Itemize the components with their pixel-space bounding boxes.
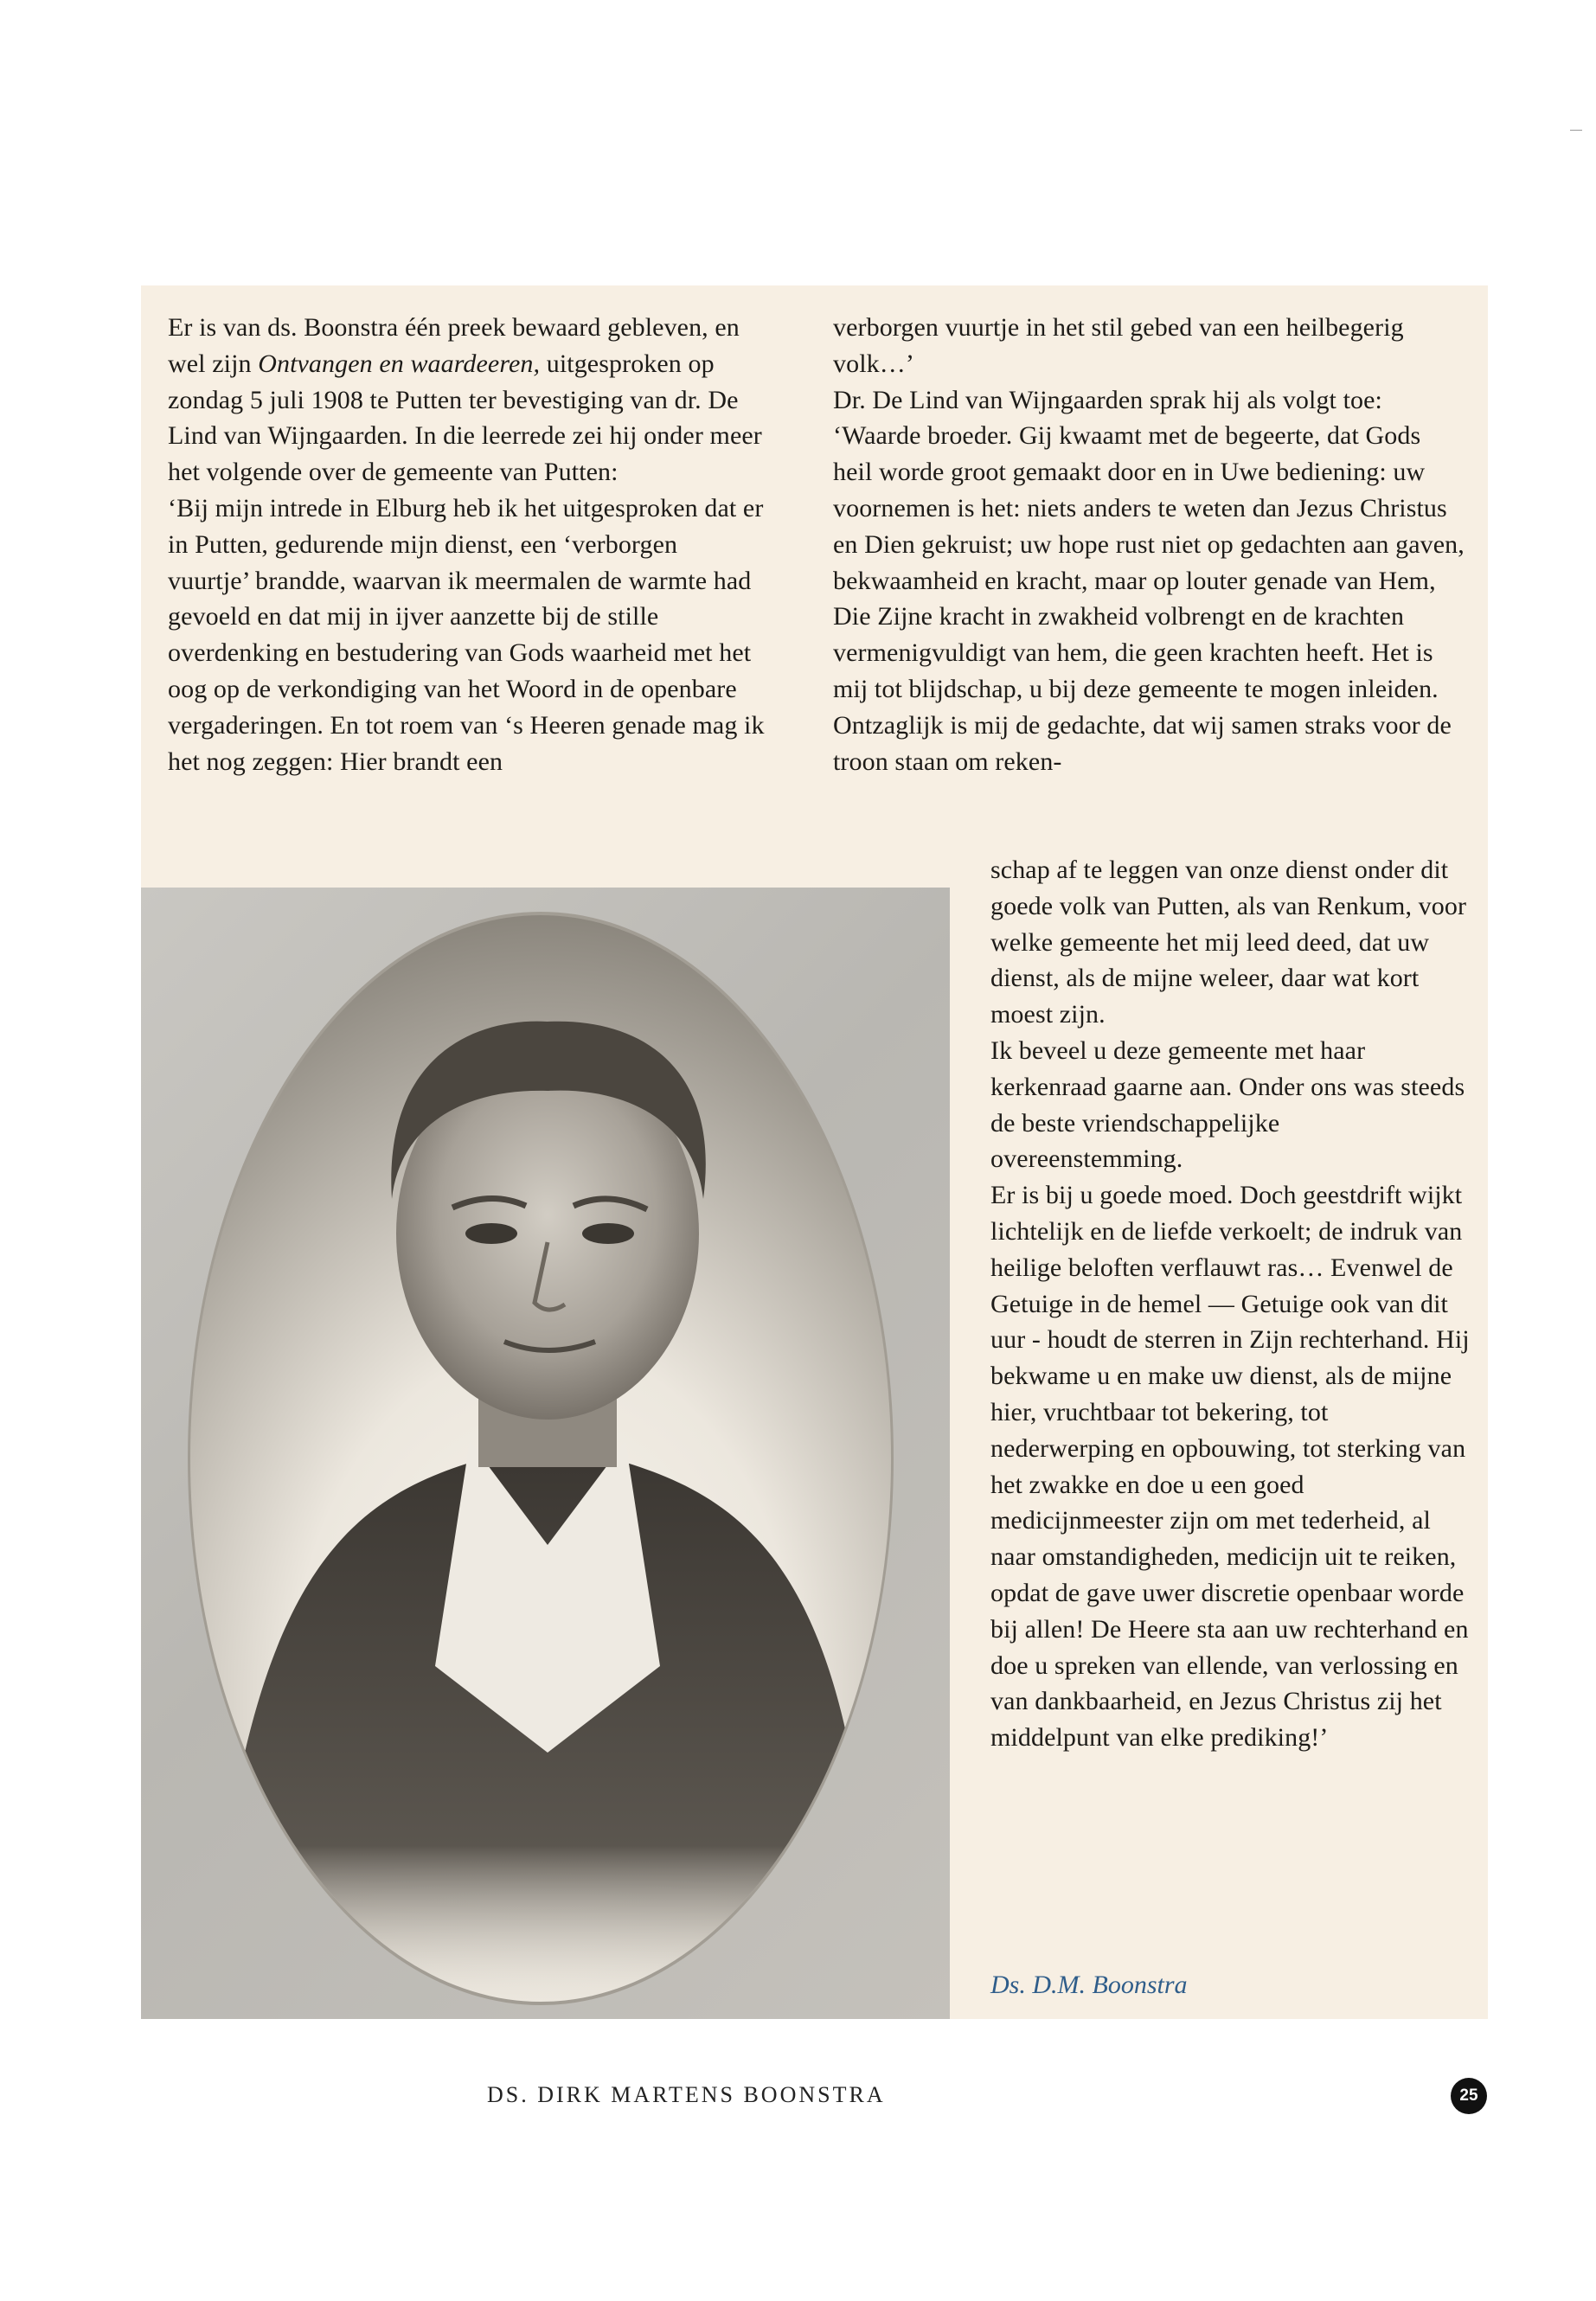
paragraph: Ik beveel u deze gemeente met haar kerkenraad gaarne aan. Onder ons was steeds de beste vriendschappelijke overeenstemming. <box>990 1035 1465 1174</box>
paragraph: Er is bij u goede moed. Doch geestdrift wijkt lichtelijk en de liefde verkoelt; de indruk van heilige beloften verflauwt ras… Evenwel de Getuige in de hemel — Getuige ook van dit uur - houdt de sterren in Zijn rechterhand. Hij bekwame u en make uw dienst, als de mijne hier, vruchtbaar tot bekering, tot nederwerping en opbouwing, tot sterking van het zwakke en doe u een goed medicijnmeester zijn om met tederheid, al naar omstandigheden, medicijn uit te reiken, opdat de gave uwer discretie openbaar worde bij allen! De Heere sta aan uw rechterhand en doe u spreken van ellende, van verlossing en van dankbaarheid, en Jezus Christus zij het middelpunt van elke prediking!’ <box>990 1181 1470 1753</box>
right-column-top <box>833 310 1465 779</box>
paragraph: schap af te leggen van onze dienst onder dit goede volk van Putten, als van Renkum, voor welke gemeente het mij leed deed, dat uw dienst, als de mijne weleer, daar wat kort moest zijn. <box>990 856 1467 1029</box>
portrait-photo <box>141 888 950 2019</box>
left-column <box>168 310 765 779</box>
sermon-title: Ontvangen en waardeeren, <box>258 349 541 378</box>
right-column-bottom <box>990 852 1475 1756</box>
portrait-illustration <box>141 888 950 2019</box>
page-number-badge: 25 <box>1451 2078 1487 2114</box>
photo-caption: Ds. D.M. Boonstra <box>990 1971 1188 1999</box>
crop-mark <box>1570 130 1582 131</box>
left-eye <box>465 1223 517 1244</box>
running-footer-title: DS. DIRK MARTENS BOONSTRA <box>487 2082 886 2107</box>
paragraph: Dr. De Lind van Wijngaarden sprak hij als volgt toe: <box>833 385 1382 414</box>
paragraph: ‘Waarde broeder. Gij kwaamt met de begeerte, dat Gods heil worde groot gemaakt door en in Uwe bediening: uw voornemen is het: niets anders te weten dan Jezus Christus en Dien gekruist; uw hope rust niet op gedachten aan gaven, bekwaamheid en kracht, maar op louter genade van Hem, Die Zijne kracht in zwakheid volbrengt en de krachten vermenigvuldigt van hem, die geen krachten heeft. Het is mij tot blijdschap, u bij deze gemeente te mogen inleiden. Ontzaglijk is mij de gedachte, dat wij samen straks voor de troon staan om reken- <box>833 421 1465 776</box>
right-eye <box>582 1223 634 1244</box>
paragraph: verborgen vuurtje in het stil gebed van een heilbegerig volk…’ <box>833 313 1404 378</box>
paragraph: Er is van ds. Boonstra één preek bewaard gebleven, en wel zijn Ontvangen en waardeeren, uitgesproken op zondag 5 juli 1908 te Putten ter bevestiging van dr. De Lind van Wijngaarden. In die leerrede zei hij onder meer het volgende over de gemeente van Putten: <box>168 313 762 487</box>
paragraph: ‘Bij mijn intrede in Elburg heb ik het uitgesproken dat er in Putten, gedurende mijn dienst, een ‘verborgen vuurtje’ brandde, waarvan ik meermalen de warmte had gevoeld en dat mij in ijver aanzette bij de stille overdenking en bestudering van Gods waarheid met het oog op de verkondiging van het Woord in de openbare vergaderingen. En tot roem van ‘s Heeren genade mag ik het nog zeggen: Hier brandt een <box>168 493 765 776</box>
